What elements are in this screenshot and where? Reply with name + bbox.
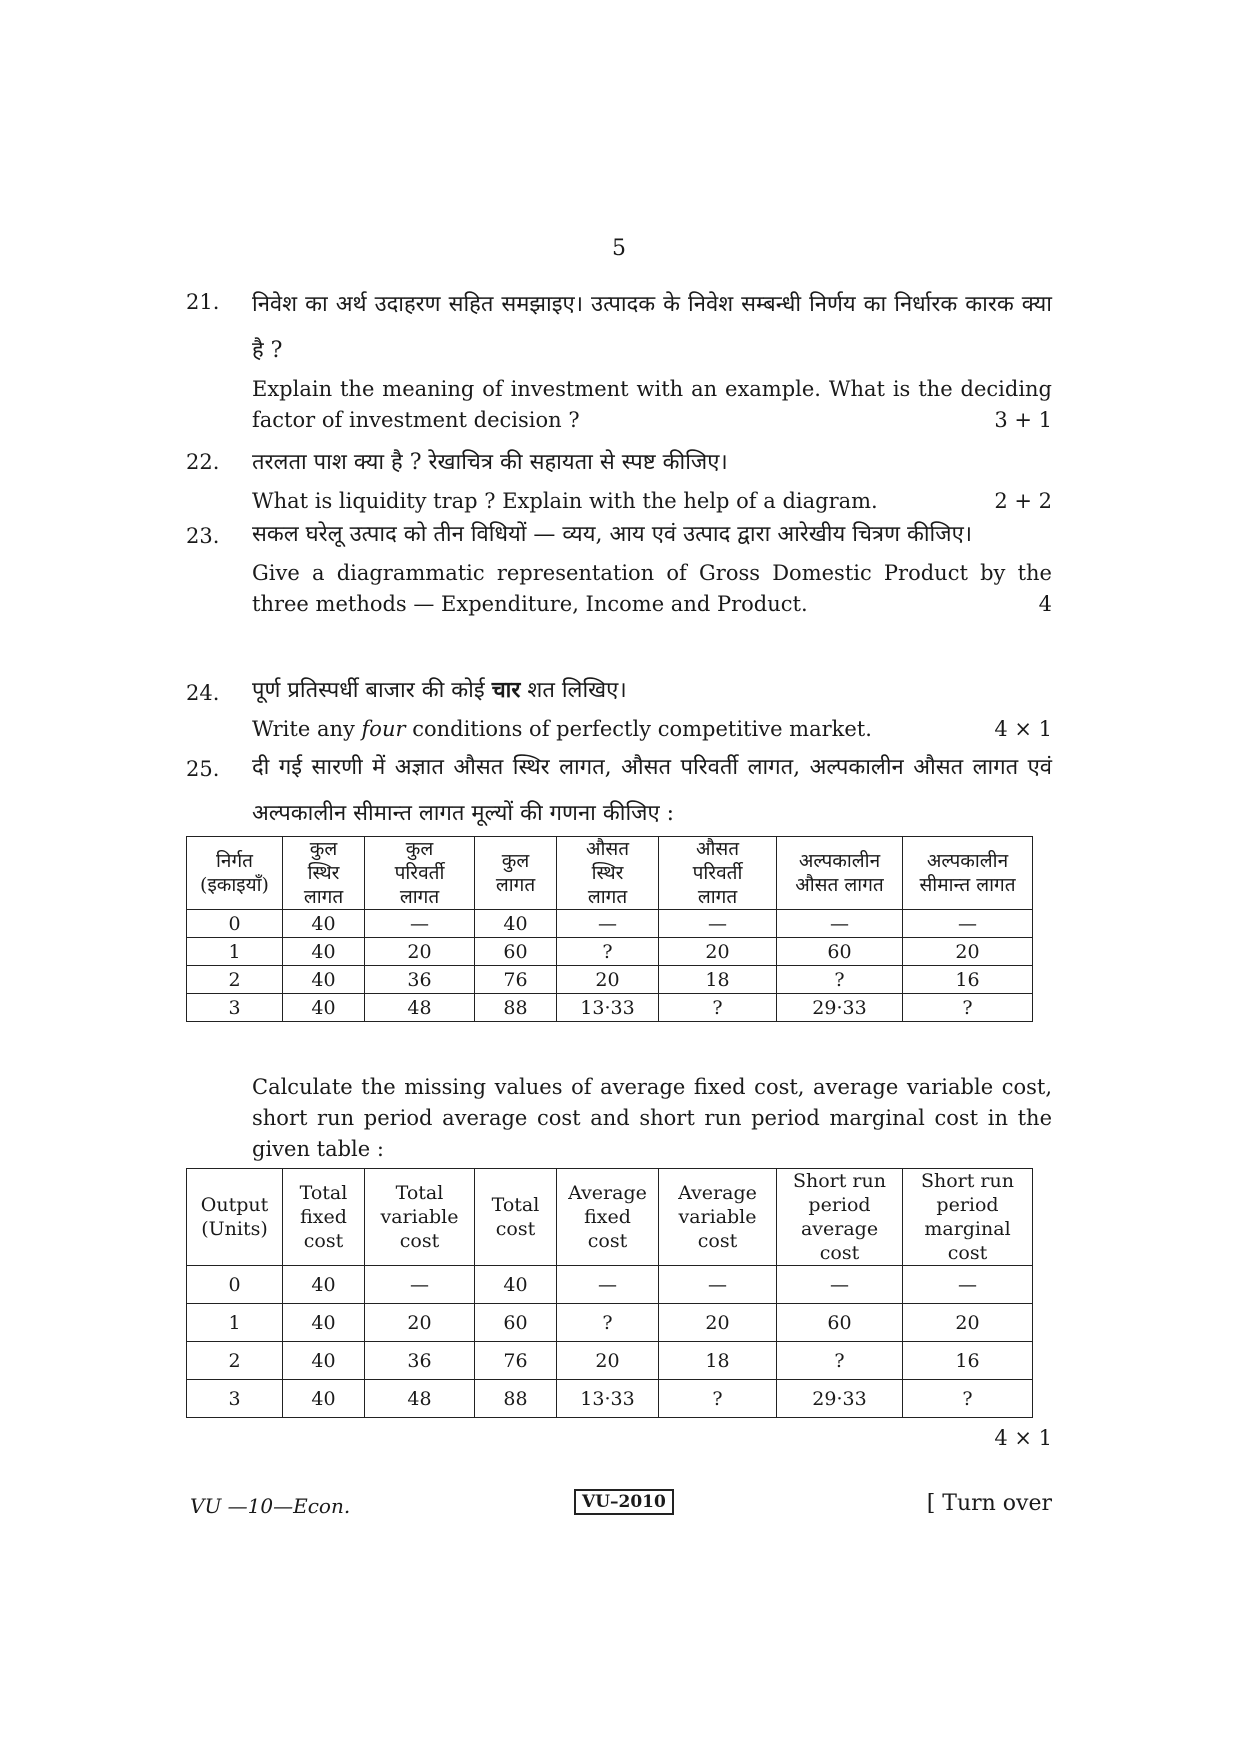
table-cell: 20 [557,966,659,994]
table-cell: 3 [187,1380,283,1418]
table-cell: ? [777,1342,903,1380]
table-cell: 13·33 [557,994,659,1022]
table-cell: 29·33 [777,1380,903,1418]
question-marks: 2 + 2 [994,489,1052,513]
cost-table-hindi [186,836,1033,1022]
page-number: 5 [612,236,626,261]
table-cell: 13·33 [557,1380,659,1418]
question-hindi: निवेश का अर्थ उदाहरण सहित समझाइए। उत्पादक के निवेश सम्बन्धी निर्णय का निर्धारक कारक क्या है ? [252,292,1052,363]
table-cell: 1 [187,938,283,966]
table-cell: 2 [187,966,283,994]
table-cell: 29·33 [777,994,903,1022]
question-english: What is liquidity trap ? Explain with the help of a diagram. [252,489,878,513]
table-cell: 40 [283,1380,365,1418]
table-cell: 0 [187,910,283,938]
table-cell: 20 [659,938,777,966]
en-header-cell: Total variable cost [365,1169,475,1266]
question-english: Explain the meaning of investment with an example. What is the deciding factor of investment decision ? [252,377,1052,432]
footer-code: VU —10—Econ. [190,1494,351,1518]
question-hindi: पूर्ण प्रतिस्पर्धी बाजार की कोई चार शत लिखिए। [252,677,627,703]
question-marks: 4 × 1 [994,717,1052,741]
question-marks: 4 [1038,592,1052,616]
table-cell: 2 [187,1342,283,1380]
question-english: Write any four conditions of perfectly competitive market. [252,717,872,741]
table-cell: 48 [365,1380,475,1418]
table-cell: 20 [659,1304,777,1342]
table-cell: 40 [283,938,365,966]
table-cell: 88 [475,994,557,1022]
table-cell: 40 [283,966,365,994]
hi-header-cell: अल्पकालीन सीमान्त लागत [903,837,1033,910]
question-24 [186,667,1052,745]
emphasis-bold: चार [491,677,521,703]
table-cell: 40 [283,1304,365,1342]
table-cell: 60 [475,938,557,966]
table-cell: 40 [283,994,365,1022]
table-cell: — [557,1266,659,1304]
question-number: 25. [186,757,220,781]
en-header-cell: Short run period average cost [777,1169,903,1266]
en-header-cell: Output (Units) [187,1169,283,1266]
hi-header-cell: कुल लागत [475,837,557,910]
question-english: Calculate the missing values of average fixed cost, average variable cost, short run period average cost and short run period marginal cost in the given table : [252,1075,1052,1161]
table-cell: 40 [283,1342,365,1380]
question-number: 22. [186,450,220,474]
table-cell: ? [659,1380,777,1418]
table-cell: ? [659,994,777,1022]
hi-header-cell: कुल परिवर्ती लागत [365,837,475,910]
table-cell: 20 [365,1304,475,1342]
table-cell: 40 [475,910,557,938]
cost-table-english [186,1168,1033,1418]
table-row [187,938,1033,966]
table-cell: — [659,1266,777,1304]
table-cell: 48 [365,994,475,1022]
table-cell: — [777,1266,903,1304]
table-cell: 16 [903,1342,1033,1380]
emphasis-italic: four [361,717,406,741]
table-cell: 20 [903,1304,1033,1342]
question-21 [186,282,1052,436]
table-cell: 60 [475,1304,557,1342]
table-cell: — [365,1266,475,1304]
table-row [187,1342,1033,1380]
footer-paper-code: VU–2010 [574,1489,674,1515]
en-header-cell: Total cost [475,1169,557,1266]
question-number: 21. [186,290,220,314]
table-cell: 76 [475,966,557,994]
question-25 [186,745,1052,837]
en-header-cell: Average variable cost [659,1169,777,1266]
hi-header-cell: कुल स्थिर लागत [283,837,365,910]
hi-header-cell: औसत स्थिर लागत [557,837,659,910]
table-cell: 20 [557,1342,659,1380]
question-marks: 3 + 1 [994,408,1052,432]
table-cell: — [903,910,1033,938]
table-cell: 88 [475,1380,557,1418]
table-cell: 36 [365,1342,475,1380]
table-cell: 1 [187,1304,283,1342]
table-cell: 16 [903,966,1033,994]
question-hindi: तरलता पाश क्या है ? रेखाचित्र की सहायता से स्पष्ट कीजिए। [252,450,728,475]
table-cell: — [557,910,659,938]
question-number: 24. [186,681,220,705]
table-cell: 40 [283,910,365,938]
table-cell: ? [557,1304,659,1342]
table-cell: — [903,1266,1033,1304]
table-cell: 60 [777,938,903,966]
question-marks: 4 × 1 [994,1426,1052,1450]
table-cell: — [365,910,475,938]
en-header-cell: Short run period marginal cost [903,1169,1033,1266]
table-row [187,994,1033,1022]
table-cell: 76 [475,1342,557,1380]
question-hindi: सकल घरेलू उत्पाद को तीन विधियों — व्यय, आय एवं उत्पाद द्वारा आरेखीय चित्रण कीजिए। [252,522,973,547]
table-cell: 60 [777,1304,903,1342]
table-row [187,910,1033,938]
table-cell: 40 [283,1266,365,1304]
table-cell: 20 [903,938,1033,966]
table-cell: ? [903,994,1033,1022]
question-23 [186,512,1052,620]
hi-header-cell: औसत परिवर्ती लागत [659,837,777,910]
en-header-cell: Average fixed cost [557,1169,659,1266]
footer-turn-over: [ Turn over [926,1491,1052,1516]
hi-header-cell: निर्गत (इकाइयाँ) [187,837,283,910]
table-row [187,1304,1033,1342]
table-cell: 3 [187,994,283,1022]
table-cell: 18 [659,966,777,994]
en-header-cell: Total fixed cost [283,1169,365,1266]
question-english: Give a diagrammatic representation of Gross Domestic Product by the three methods — Expenditure, Income and Product. [252,561,1052,616]
table-cell: ? [903,1380,1033,1418]
table-cell: — [777,910,903,938]
table-cell: 40 [475,1266,557,1304]
table-cell: 20 [365,938,475,966]
table-row [187,1380,1033,1418]
table-cell: 0 [187,1266,283,1304]
table-cell: ? [777,966,903,994]
question-hindi: दी गई सारणी में अज्ञात औसत स्थिर लागत, औसत परिवर्ती लागत, अल्पकालीन औसत लागत एवं अल्पकालीन सीमान्त लागत मूल्यों की गणना कीजिए : [252,755,1052,826]
question-22 [186,440,1052,517]
table-row [187,966,1033,994]
table-cell: ? [557,938,659,966]
table-cell: — [659,910,777,938]
table-row [187,1266,1033,1304]
table-cell: 18 [659,1342,777,1380]
question-number: 23. [186,524,220,548]
table-cell: 36 [365,966,475,994]
hi-header-cell: अल्पकालीन औसत लागत [777,837,903,910]
